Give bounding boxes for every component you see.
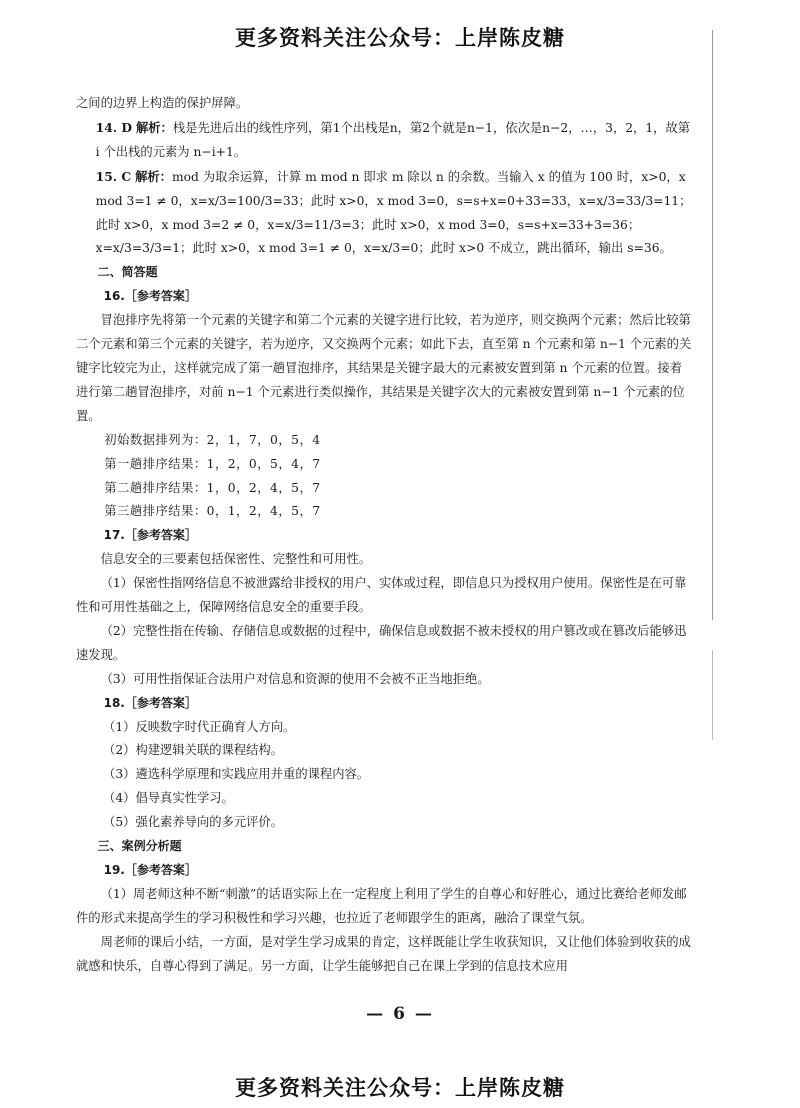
answer-18-heading: 18.［参考答案］: [103, 695, 197, 710]
answer-17-intro: 信息安全的三要素包括保密性、完整性和可用性。: [100, 552, 372, 567]
header-banner: 更多资料关注公众号：上岸陈皮糖: [235, 26, 565, 50]
section-heading-2: 二、简答题: [97, 265, 158, 280]
answer-16-paragraph: 冒泡排序先将第一个元素的关键字和第二个元素的关键字进行比较，若为逆序，则交换两个元素；然后比较第二个元素和第三个元素的关键字，若为逆序，又交换两个元素；如此下去，直至第 n 个元素和第 n−1 个元素的关键字比较完为止，这样就完成了第一趟冒泡排序，其结果是关键字最大的元素被安置到第 n 个元素的位置。接着进行第二趟冒泡排序，对前 n−1 个元素进行类似操作，其结果是关键字次大的元素被安置到第 n−1 个元素的位置。: [76, 313, 692, 423]
answer-19-heading: 19.［参考答案］: [103, 863, 197, 877]
answer-15-tag: 解析：: [135, 168, 172, 184]
answer-17-point-2: （2）完整性指在传输、存储信息或数据的过程中，确保信息或数据不被未授权的用户篡改或在篡改后能够迅速发现。: [76, 623, 687, 662]
page-number: — 6 —: [366, 1004, 434, 1024]
sort-pass-3: 第三趟排序结果：0，1，2，4，5，7: [104, 504, 321, 519]
sort-pass-1: 第一趟排序结果：1，2，0，5，4，7: [104, 456, 321, 471]
section-heading-3: 三、案例分析题: [97, 839, 182, 854]
answer-19-paragraph-2: 周老师的课后小结，一方面，是对学生学习成果的肯定，这样既能让学生收获知识，又让他们体验到收获的成就感和快乐，自尊心得到了满足。另一方面，让学生能够把自己在课上学到的信息技术应用: [76, 934, 691, 973]
answer-18-item-3: （3）遴选科学原理和实践应用并重的课程内容。: [103, 767, 370, 782]
answer-17-point-1: （1）保密性指网络信息不被泄露给非授权的用户、实体或过程，即信息只为授权用户使用。保密性是在可靠性和可用性基础之上，保障网络信息安全的重要手段。: [76, 576, 687, 615]
answer-15-label: 15. C: [95, 168, 132, 184]
answer-18-item-5: （5）强化素养导向的多元评价。: [103, 815, 284, 830]
answer-17-point-3: （3）可用性指保证合法用户对信息和资源的使用不会被不正当地拒绝。: [100, 671, 490, 686]
answer-14-text: 栈是先进后出的线性序列，第1个出栈是n，第2个就是n−1，依次是n−2，…，3，2，1，故第 i 个出栈的元素为 n−i+1。: [95, 120, 691, 159]
answer-16-heading: 16.［参考答案］: [103, 289, 197, 304]
scan-edge-line-lower: [712, 650, 713, 740]
answer-15-text: mod 为取余运算，计算 m mod n 即求 m 除以 n 的余数。当输入 x 的值为 100 时，x>0，x mod 3=1 ≠ 0，x=x/3=100/3=33；此时 x>0，x mod 3=0，s=s+x=0+33=33，x=x/3=33/3=11；此时 x>0，x mod 3=2 ≠ 0，x=x/3=11/3=3；此时 x>0，x mod 3=0，s=s+x=33+3=36；x=x/3=3/3=1；此时 x>0，x mod 3=1 ≠ 0，x=x/3=0；此时 x>0 不成立，跳出循环，输出 s=36。: [95, 169, 692, 256]
footer-banner: 更多资料关注公众号：上岸陈皮糖: [235, 1076, 565, 1100]
sort-initial: 初始数据排列为：2，1，7，0，5，4: [104, 432, 321, 447]
scan-edge-line: [712, 30, 713, 620]
answer-14-tag: 解析：: [135, 119, 173, 135]
answer-18-item-1: （1）反映数字时代正确育人方向。: [103, 719, 296, 734]
answer-14-label: 14. D: [95, 119, 133, 135]
sort-pass-2: 第二趟排序结果：1，0，2，4，5，7: [104, 480, 321, 495]
answer-14: [76, 116, 694, 165]
answer-19-paragraph-1: （1）周老师这种不断“刺激”的话语实际上在一定程度上利用了学生的自尊心和好胜心，通过比赛给老师发邮件的形式来提高学生的学习积极性和学习兴趣，也拉近了老师跟学生的距离，融洽了课堂气氛。: [76, 886, 687, 925]
page-body: [76, 92, 694, 979]
answer-17-heading: 17.［参考答案］: [103, 528, 197, 543]
answer-15: [76, 165, 694, 262]
answer-18-item-2: （2）构建逻辑关联的课程结构。: [103, 743, 284, 758]
answer-18-item-4: （4）倡导真实性学习。: [103, 791, 234, 806]
carry-over-line: 之间的边界上构造的保护屏障。: [76, 96, 249, 110]
